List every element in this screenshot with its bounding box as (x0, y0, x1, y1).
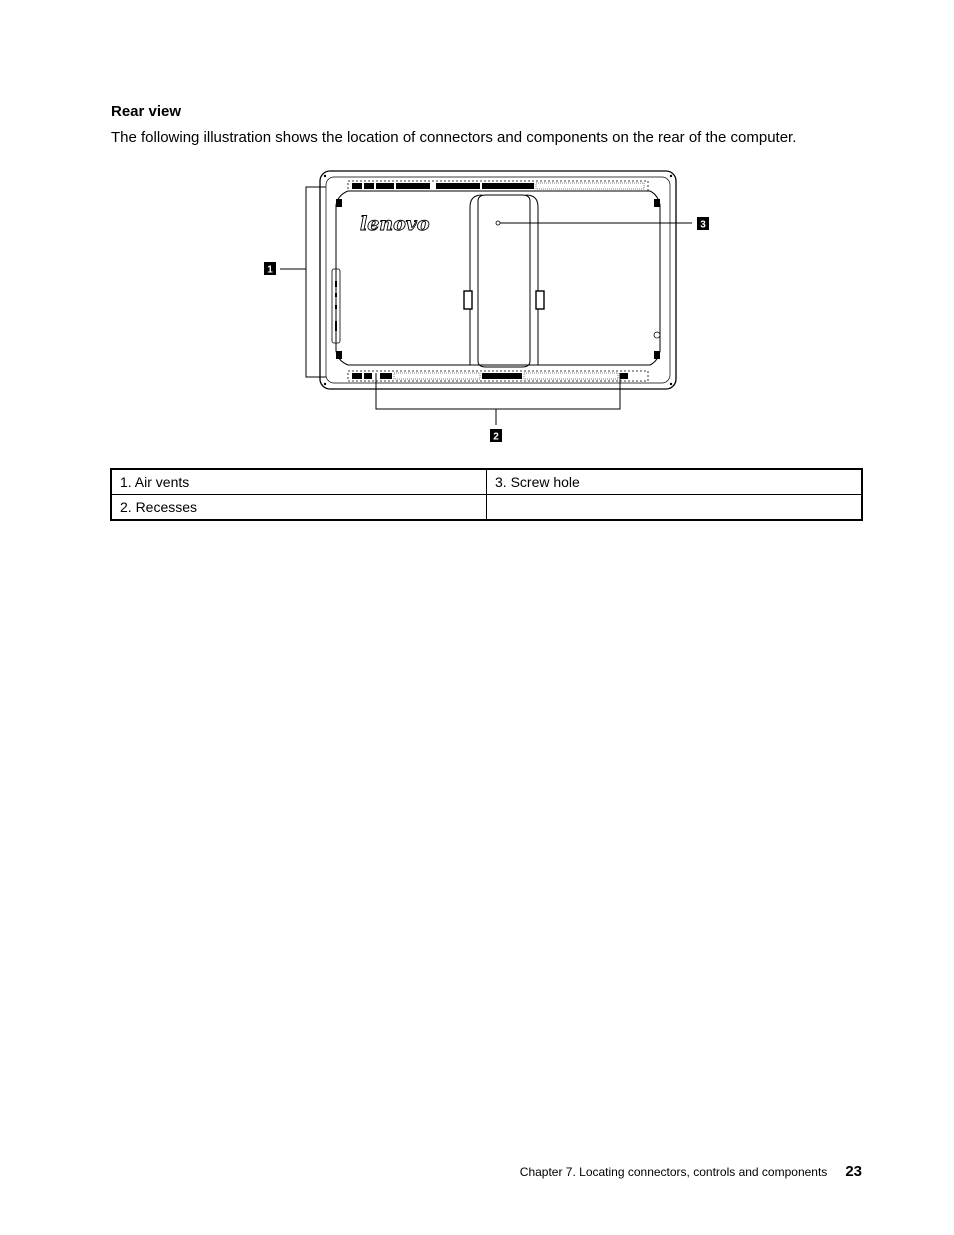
computer-rear-drawing (250, 165, 720, 450)
footer-chapter-title: Chapter 7. Locating connectors, controls and components (519, 1165, 828, 1179)
svg-text:1: 1 (267, 264, 273, 276)
legend-cell (487, 495, 863, 521)
intro-paragraph: The following illustration shows the location of connectors and components on the rear of the computer. (111, 129, 797, 146)
section-heading: Rear view (111, 103, 182, 120)
stand-outline (478, 195, 530, 367)
svg-text:3: 3 (700, 219, 706, 231)
housing-outline (320, 171, 676, 389)
page-footer (520, 1163, 862, 1180)
callout-legend-table (110, 468, 863, 521)
top-vent-slots (352, 183, 534, 189)
legend-cell: 3. Screw hole (487, 469, 863, 495)
svg-text:2: 2 (493, 431, 499, 443)
screw-hole (496, 221, 500, 225)
legend-cell: 1. Air vents (111, 469, 487, 495)
table-row (111, 469, 862, 495)
rear-view-illustration (250, 165, 720, 450)
lenovo-logo: lenovo (360, 213, 430, 235)
legend-cell: 2. Recesses (111, 495, 487, 521)
page-number: 23 (845, 1163, 862, 1180)
table-row (111, 495, 862, 521)
callout-1-bracket (306, 187, 326, 377)
